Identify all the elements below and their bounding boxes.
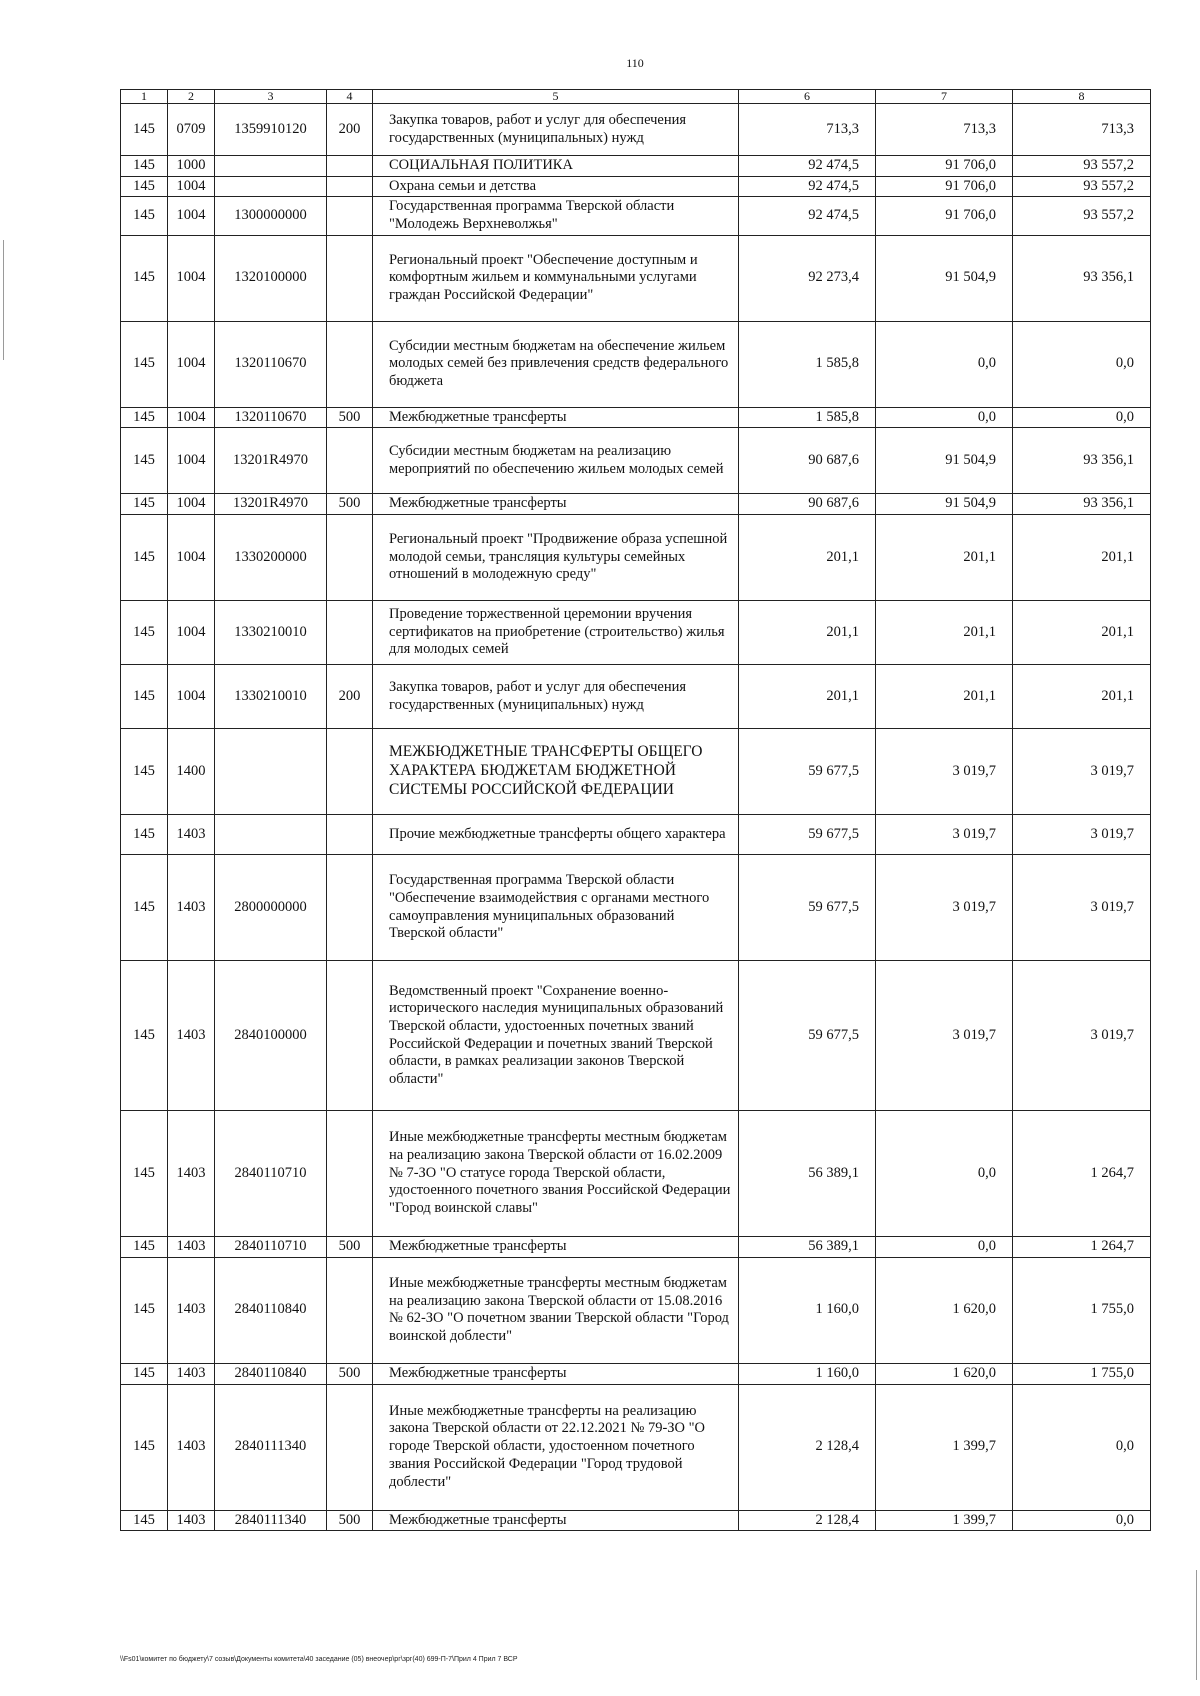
amount-year1-cell: 201,1 <box>739 665 876 729</box>
table-row <box>121 176 1151 197</box>
expense-type-cell: 500 <box>327 1363 373 1384</box>
description-cell: Ведомственный проект "Сохранение военно-исторического наследия муниципальных образований Тверской области, удостоенных почетных званий Российской Федерации и почетных званий Тверской области, в рамках реализации законов Тверской области" <box>373 961 739 1111</box>
section-code-cell: 1403 <box>168 1237 215 1258</box>
amount-year2-cell: 713,3 <box>876 104 1013 156</box>
target-article-cell: 2840100000 <box>215 961 327 1111</box>
column-header: 4 <box>327 90 373 104</box>
table-row <box>121 235 1151 321</box>
amount-year2-cell: 91 706,0 <box>876 197 1013 235</box>
target-article-cell: 2800000000 <box>215 855 327 961</box>
page-number: 110 <box>626 56 644 70</box>
amount-year3-cell: 1 264,7 <box>1013 1111 1151 1237</box>
table-row <box>121 494 1151 515</box>
ministry-code-cell: 145 <box>121 1384 168 1510</box>
expense-type-cell: 500 <box>327 1237 373 1258</box>
amount-year1-cell: 90 687,6 <box>739 494 876 515</box>
expense-type-cell: 200 <box>327 104 373 156</box>
section-code-cell: 1403 <box>168 1257 215 1363</box>
amount-year3-cell: 93 557,2 <box>1013 197 1151 235</box>
amount-year1-cell: 201,1 <box>739 515 876 601</box>
table-row <box>121 1257 1151 1363</box>
ministry-code-cell: 145 <box>121 1111 168 1237</box>
table-row <box>121 1510 1151 1531</box>
expense-type-cell: 500 <box>327 1510 373 1531</box>
amount-year2-cell: 91 706,0 <box>876 156 1013 177</box>
section-code-cell: 1004 <box>168 235 215 321</box>
amount-year2-cell: 201,1 <box>876 601 1013 665</box>
amount-year3-cell: 3 019,7 <box>1013 815 1151 855</box>
target-article-cell: 2840110710 <box>215 1111 327 1237</box>
amount-year3-cell: 0,0 <box>1013 1384 1151 1510</box>
section-code-cell: 1403 <box>168 815 215 855</box>
description-cell: Государственная программа Тверской области "Молодежь Верхневолжья" <box>373 197 739 235</box>
amount-year3-cell: 201,1 <box>1013 515 1151 601</box>
amount-year2-cell: 91 504,9 <box>876 235 1013 321</box>
section-code-cell: 1004 <box>168 407 215 428</box>
description-cell: Субсидии местным бюджетам на реализацию мероприятий по обеспечению жильем молодых семей <box>373 428 739 494</box>
amount-year3-cell: 201,1 <box>1013 601 1151 665</box>
amount-year1-cell: 1 160,0 <box>739 1257 876 1363</box>
amount-year2-cell: 0,0 <box>876 1237 1013 1258</box>
expense-type-cell <box>327 1384 373 1510</box>
ministry-code-cell: 145 <box>121 665 168 729</box>
description-cell: Иные межбюджетные трансферты местным бюджетам на реализацию закона Тверской области от 16.02.2009 № 7-ЗО "О статусе города Тверской области, удостоенного почетного звания Российской Федерации "Город воинской славы" <box>373 1111 739 1237</box>
amount-year2-cell: 1 399,7 <box>876 1510 1013 1531</box>
expense-type-cell <box>327 601 373 665</box>
ministry-code-cell: 145 <box>121 961 168 1111</box>
section-code-cell: 0709 <box>168 104 215 156</box>
table-row <box>121 1237 1151 1258</box>
amount-year1-cell: 59 677,5 <box>739 961 876 1111</box>
target-article-cell <box>215 156 327 177</box>
table-row <box>121 815 1151 855</box>
section-code-cell: 1004 <box>168 428 215 494</box>
description-cell: Региональный проект "Обеспечение доступным и комфортным жильем и коммунальными услугами граждан Российской Федерации" <box>373 235 739 321</box>
ministry-code-cell: 145 <box>121 1510 168 1531</box>
amount-year3-cell: 3 019,7 <box>1013 729 1151 815</box>
ministry-code-cell: 145 <box>121 104 168 156</box>
expense-type-cell <box>327 1111 373 1237</box>
target-article-cell: 2840110710 <box>215 1237 327 1258</box>
section-code-cell: 1004 <box>168 197 215 235</box>
table-row <box>121 601 1151 665</box>
target-article-cell: 13201R4970 <box>215 428 327 494</box>
section-code-cell: 1403 <box>168 1510 215 1531</box>
amount-year2-cell: 91 706,0 <box>876 176 1013 197</box>
table-row <box>121 1363 1151 1384</box>
target-article-cell: 1330210010 <box>215 665 327 729</box>
target-article-cell: 2840110840 <box>215 1363 327 1384</box>
section-code-cell: 1400 <box>168 729 215 815</box>
table-row <box>121 321 1151 407</box>
amount-year3-cell: 0,0 <box>1013 321 1151 407</box>
description-cell: Закупка товаров, работ и услуг для обеспечения государственных (муниципальных) нужд <box>373 104 739 156</box>
description-cell: Закупка товаров, работ и услуг для обеспечения государственных (муниципальных) нужд <box>373 665 739 729</box>
expense-type-cell <box>327 197 373 235</box>
column-header: 8 <box>1013 90 1151 104</box>
amount-year1-cell: 59 677,5 <box>739 855 876 961</box>
amount-year2-cell: 0,0 <box>876 321 1013 407</box>
ministry-code-cell: 145 <box>121 407 168 428</box>
expense-type-cell <box>327 321 373 407</box>
amount-year1-cell: 92 474,5 <box>739 176 876 197</box>
expense-type-cell: 500 <box>327 494 373 515</box>
scan-artifact-left <box>3 240 4 360</box>
amount-year3-cell: 1 755,0 <box>1013 1257 1151 1363</box>
section-code-cell: 1004 <box>168 494 215 515</box>
table-row <box>121 855 1151 961</box>
target-article-cell <box>215 729 327 815</box>
description-cell: Охрана семьи и детства <box>373 176 739 197</box>
description-cell: Проведение торжественной церемонии вручения сертификатов на приобретение (строительство) жилья для молодых семей <box>373 601 739 665</box>
table-row <box>121 407 1151 428</box>
ministry-code-cell: 145 <box>121 235 168 321</box>
amount-year3-cell: 1 755,0 <box>1013 1363 1151 1384</box>
ministry-code-cell: 145 <box>121 156 168 177</box>
description-cell: Межбюджетные трансферты <box>373 1510 739 1531</box>
amount-year3-cell: 713,3 <box>1013 104 1151 156</box>
amount-year1-cell: 59 677,5 <box>739 815 876 855</box>
ministry-code-cell: 145 <box>121 815 168 855</box>
amount-year1-cell: 1 585,8 <box>739 407 876 428</box>
table-row <box>121 156 1151 177</box>
target-article-cell: 2840110840 <box>215 1257 327 1363</box>
column-header: 6 <box>739 90 876 104</box>
amount-year1-cell: 2 128,4 <box>739 1384 876 1510</box>
section-code-cell: 1004 <box>168 601 215 665</box>
amount-year2-cell: 201,1 <box>876 515 1013 601</box>
amount-year3-cell: 93 356,1 <box>1013 428 1151 494</box>
amount-year3-cell: 0,0 <box>1013 1510 1151 1531</box>
amount-year2-cell: 1 620,0 <box>876 1257 1013 1363</box>
target-article-cell <box>215 176 327 197</box>
ministry-code-cell: 145 <box>121 1363 168 1384</box>
amount-year1-cell: 59 677,5 <box>739 729 876 815</box>
header-row <box>121 90 1151 104</box>
amount-year2-cell: 3 019,7 <box>876 815 1013 855</box>
amount-year2-cell: 91 504,9 <box>876 428 1013 494</box>
budget-table <box>120 89 1151 1531</box>
ministry-code-cell: 145 <box>121 494 168 515</box>
section-code-cell: 1403 <box>168 1111 215 1237</box>
ministry-code-cell: 145 <box>121 176 168 197</box>
description-cell: Прочие межбюджетные трансферты общего характера <box>373 815 739 855</box>
column-header: 7 <box>876 90 1013 104</box>
expense-type-cell <box>327 235 373 321</box>
amount-year1-cell: 92 474,5 <box>739 197 876 235</box>
column-header: 1 <box>121 90 168 104</box>
description-cell: Иные межбюджетные трансферты на реализацию закона Тверской области от 22.12.2021 № 79-ЗО "О городе Тверской области, удостоенном почетного звания Российской Федерации "Город трудовой доблести" <box>373 1384 739 1510</box>
amount-year1-cell: 2 128,4 <box>739 1510 876 1531</box>
table-row <box>121 515 1151 601</box>
amount-year2-cell: 1 399,7 <box>876 1384 1013 1510</box>
amount-year2-cell: 3 019,7 <box>876 961 1013 1111</box>
description-cell: СОЦИАЛЬНАЯ ПОЛИТИКА <box>373 156 739 177</box>
column-header: 5 <box>373 90 739 104</box>
section-code-cell: 1004 <box>168 321 215 407</box>
amount-year3-cell: 93 356,1 <box>1013 494 1151 515</box>
expense-type-cell <box>327 428 373 494</box>
target-article-cell: 1320100000 <box>215 235 327 321</box>
amount-year2-cell: 3 019,7 <box>876 729 1013 815</box>
target-article-cell: 2840111340 <box>215 1384 327 1510</box>
expense-type-cell <box>327 515 373 601</box>
ministry-code-cell: 145 <box>121 197 168 235</box>
amount-year2-cell: 0,0 <box>876 407 1013 428</box>
amount-year3-cell: 93 356,1 <box>1013 235 1151 321</box>
expense-type-cell <box>327 156 373 177</box>
scan-artifact-right <box>1196 1570 1197 1680</box>
description-cell: Государственная программа Тверской области "Обеспечение взаимодействия с органами местного самоуправления муниципальных образований Тверской области" <box>373 855 739 961</box>
target-article-cell: 1320110670 <box>215 321 327 407</box>
table-row <box>121 1384 1151 1510</box>
footer-file-path: \\Fs01\комитет по бюджету\7 созыв\Документы комитета\40 заседание (05) внеочер\рг\зрг(40) 699-П-7\Прил 4 Прил 7 ВСР <box>120 1656 518 1663</box>
expense-type-cell <box>327 729 373 815</box>
table-row <box>121 197 1151 235</box>
description-cell: Межбюджетные трансферты <box>373 494 739 515</box>
expense-type-cell <box>327 815 373 855</box>
amount-year3-cell: 93 557,2 <box>1013 156 1151 177</box>
amount-year1-cell: 56 389,1 <box>739 1111 876 1237</box>
target-article-cell: 1330200000 <box>215 515 327 601</box>
expense-type-cell <box>327 961 373 1111</box>
table-row <box>121 961 1151 1111</box>
description-cell: Межбюджетные трансферты <box>373 1363 739 1384</box>
expense-type-cell: 200 <box>327 665 373 729</box>
target-article-cell: 1320110670 <box>215 407 327 428</box>
table-row <box>121 729 1151 815</box>
expense-type-cell: 500 <box>327 407 373 428</box>
description-cell: Региональный проект "Продвижение образа успешной молодой семьи, трансляция культуры семейных отношений в молодежную среду" <box>373 515 739 601</box>
target-article-cell: 1359910120 <box>215 104 327 156</box>
amount-year2-cell: 201,1 <box>876 665 1013 729</box>
ministry-code-cell: 145 <box>121 1237 168 1258</box>
column-header: 3 <box>215 90 327 104</box>
amount-year3-cell: 0,0 <box>1013 407 1151 428</box>
amount-year1-cell: 201,1 <box>739 601 876 665</box>
table-row <box>121 104 1151 156</box>
section-code-cell: 1000 <box>168 156 215 177</box>
target-article-cell <box>215 815 327 855</box>
section-code-cell: 1004 <box>168 515 215 601</box>
description-cell: Межбюджетные трансферты <box>373 407 739 428</box>
amount-year3-cell: 1 264,7 <box>1013 1237 1151 1258</box>
target-article-cell: 1330210010 <box>215 601 327 665</box>
amount-year1-cell: 92 474,5 <box>739 156 876 177</box>
amount-year3-cell: 3 019,7 <box>1013 855 1151 961</box>
target-article-cell: 1300000000 <box>215 197 327 235</box>
amount-year3-cell: 3 019,7 <box>1013 961 1151 1111</box>
amount-year1-cell: 56 389,1 <box>739 1237 876 1258</box>
section-code-cell: 1403 <box>168 961 215 1111</box>
table-row <box>121 1111 1151 1237</box>
section-code-cell: 1403 <box>168 855 215 961</box>
ministry-code-cell: 145 <box>121 1257 168 1363</box>
description-cell: Субсидии местным бюджетам на обеспечение жильем молодых семей без привлечения средств федерального бюджета <box>373 321 739 407</box>
section-code-cell: 1403 <box>168 1363 215 1384</box>
ministry-code-cell: 145 <box>121 321 168 407</box>
target-article-cell: 2840111340 <box>215 1510 327 1531</box>
section-code-cell: 1403 <box>168 1384 215 1510</box>
expense-type-cell <box>327 1257 373 1363</box>
expense-type-cell <box>327 855 373 961</box>
expense-type-cell <box>327 176 373 197</box>
ministry-code-cell: 145 <box>121 428 168 494</box>
amount-year3-cell: 93 557,2 <box>1013 176 1151 197</box>
column-header: 2 <box>168 90 215 104</box>
table-row <box>121 665 1151 729</box>
ministry-code-cell: 145 <box>121 729 168 815</box>
ministry-code-cell: 145 <box>121 601 168 665</box>
amount-year1-cell: 713,3 <box>739 104 876 156</box>
amount-year2-cell: 1 620,0 <box>876 1363 1013 1384</box>
amount-year2-cell: 91 504,9 <box>876 494 1013 515</box>
ministry-code-cell: 145 <box>121 515 168 601</box>
description-cell: МЕЖБЮДЖЕТНЫЕ ТРАНСФЕРТЫ ОБЩЕГО ХАРАКТЕРА БЮДЖЕТАМ БЮДЖЕТНОЙ СИСТЕМЫ РОССИЙСКОЙ ФЕДЕРАЦИИ <box>373 729 739 815</box>
section-code-cell: 1004 <box>168 176 215 197</box>
amount-year1-cell: 1 160,0 <box>739 1363 876 1384</box>
description-cell: Межбюджетные трансферты <box>373 1237 739 1258</box>
section-code-cell: 1004 <box>168 665 215 729</box>
target-article-cell: 13201R4970 <box>215 494 327 515</box>
description-cell: Иные межбюджетные трансферты местным бюджетам на реализацию закона Тверской области от 15.08.2016 № 62-ЗО "О почетном звании Тверской области "Город воинской доблести" <box>373 1257 739 1363</box>
ministry-code-cell: 145 <box>121 855 168 961</box>
amount-year1-cell: 1 585,8 <box>739 321 876 407</box>
amount-year2-cell: 0,0 <box>876 1111 1013 1237</box>
amount-year1-cell: 90 687,6 <box>739 428 876 494</box>
amount-year2-cell: 3 019,7 <box>876 855 1013 961</box>
table-row <box>121 428 1151 494</box>
amount-year1-cell: 92 273,4 <box>739 235 876 321</box>
amount-year3-cell: 201,1 <box>1013 665 1151 729</box>
